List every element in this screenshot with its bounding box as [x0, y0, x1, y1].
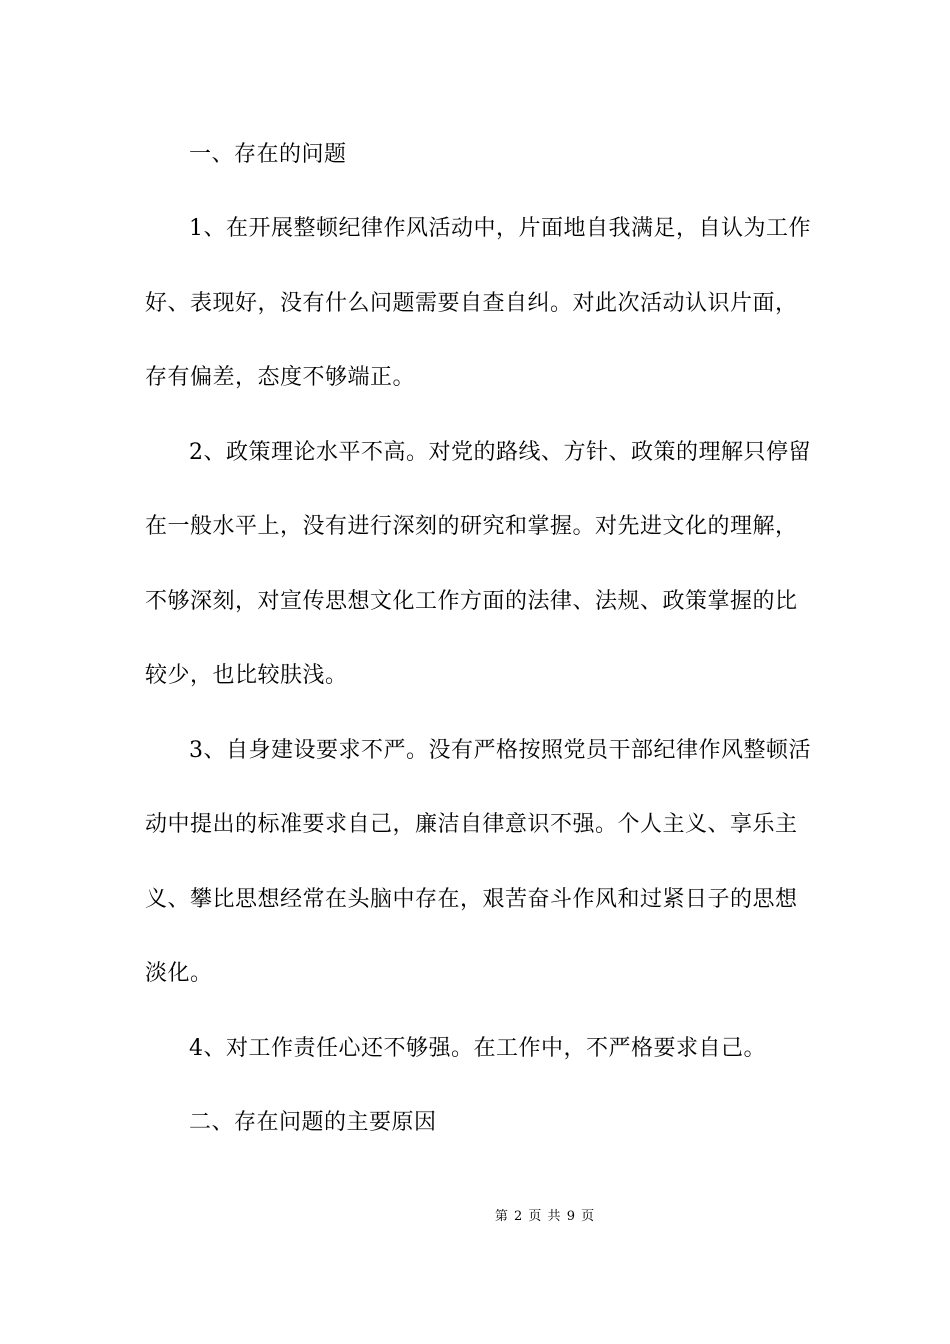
paragraph-2-line-2: 在一般水平上，没有进行深刻的研究和掌握。对先进文化的理解， — [145, 514, 798, 539]
paragraph-1-line-1: 1、在开展整顿纪律作风活动中，片面地自我满足，自认为工作 — [189, 216, 811, 241]
paragraph-3-line-1: 3、自身建设要求不严。没有严格按照党员干部纪律作风整顿活 — [189, 738, 811, 763]
paragraph-3-line-4: 淡化。 — [145, 961, 213, 986]
paragraph-1-line-2: 好、表现好，没有什么问题需要自查自纠。对此次活动认识片面， — [145, 291, 798, 316]
paragraph-1-line-3: 存有偏差，态度不够端正。 — [145, 365, 416, 390]
page-number-footer: 第 2 页 共 9 页 — [494, 1209, 596, 1224]
paragraph-2-line-1: 2、政策理论水平不高。对党的路线、方针、政策的理解只停留 — [189, 440, 811, 465]
paragraph-2-line-4: 较少，也比较肤浅。 — [145, 663, 348, 688]
paragraph-2-line-3: 不够深刻，对宣传思想文化工作方面的法律、法规、政策掌握的比 — [145, 589, 798, 614]
paragraph-3-line-3: 义、攀比思想经常在头脑中存在，艰苦奋斗作风和过紧日子的思想 — [145, 887, 798, 912]
section-heading-problems: 一、存在的问题 — [189, 142, 347, 167]
paragraph-4-line-1: 4、对工作责任心还不够强。在工作中，不严格要求自己。 — [189, 1036, 766, 1061]
paragraph-3-line-2: 动中提出的标准要求自己，廉洁自律意识不强。个人主义、享乐主 — [145, 812, 798, 837]
section-heading-causes: 二、存在问题的主要原因 — [189, 1110, 437, 1135]
